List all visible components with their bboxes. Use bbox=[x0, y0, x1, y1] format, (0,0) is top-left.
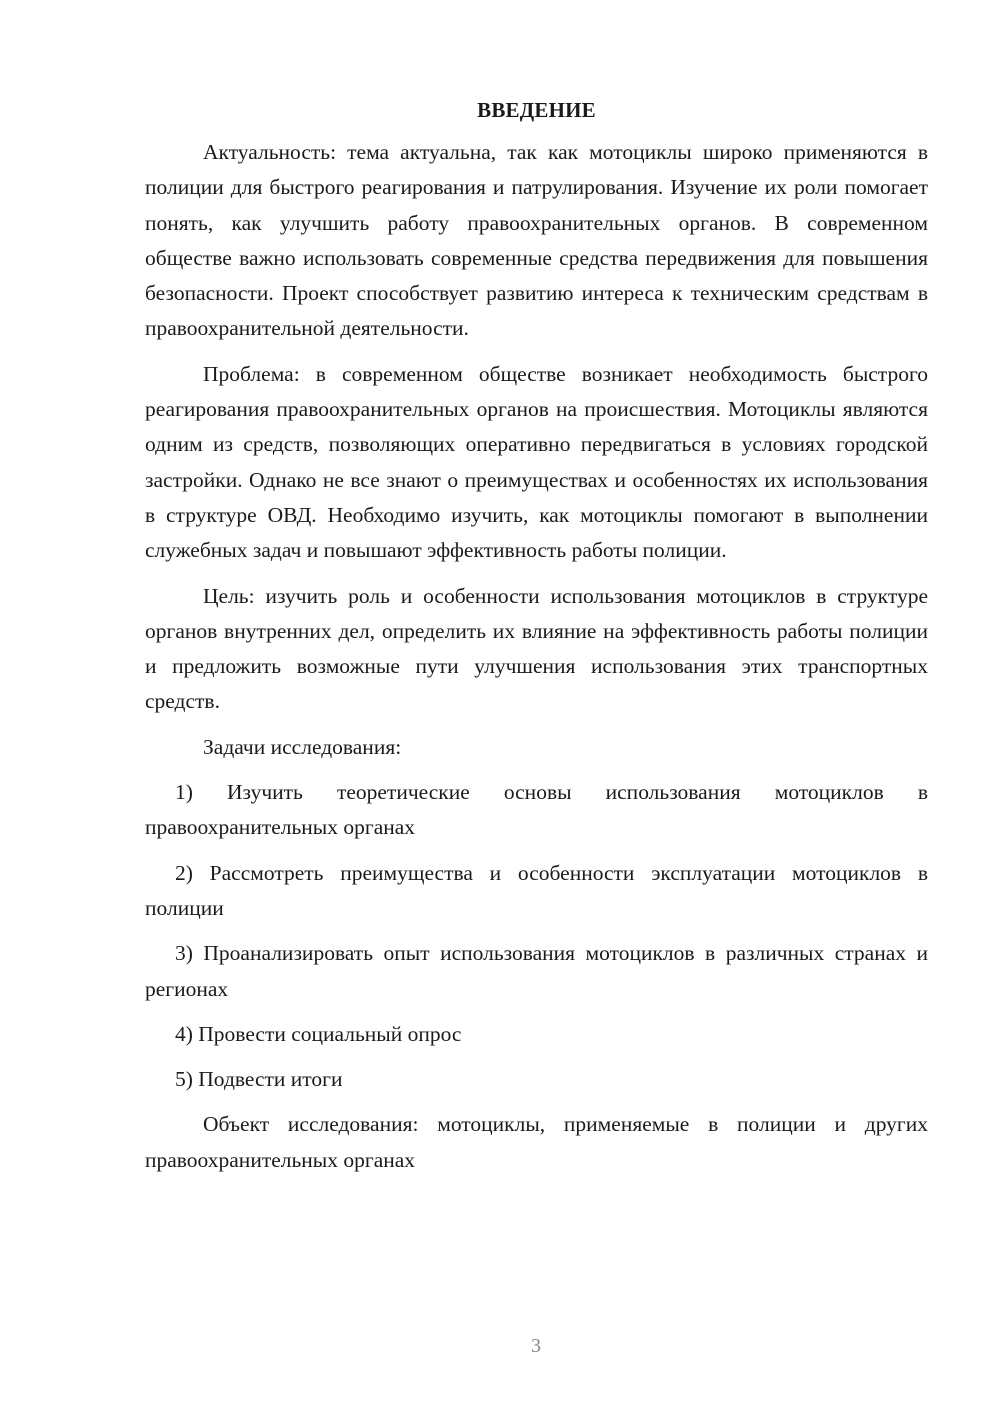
relevance-paragraph: Актуальность: тема актуальна, так как мотоциклы широко применяются в полиции для быстрого реагирования и патрулирования. Изучение их роли помогает понять, как улучшить работу правоохранительных органов. В современном обществе важно использовать современные средства передвижения для повышения безопасности. Проект способствует развитию интереса к техническим средствам в правоохранительной деятельности. bbox=[145, 140, 928, 341]
task-item-5: 5) Подвести итоги bbox=[175, 1067, 343, 1092]
page-number: 3 bbox=[531, 1335, 541, 1357]
task-item-1: 1) Изучить теоретические основы использования мотоциклов в правоохранительных органах bbox=[145, 780, 928, 840]
tasks-list bbox=[145, 775, 928, 1097]
document-page bbox=[145, 96, 928, 1188]
tasks-heading: Задачи исследования: bbox=[203, 734, 402, 759]
task-item-2: 2) Рассмотреть преимущества и особенности эксплуатации мотоциклов в полиции bbox=[145, 860, 928, 920]
problem-paragraph: Проблема: в современном обществе возникает необходимость быстрого реагирования правоохранительных органов на происшествия. Мотоциклы являются одним из средств, позволяющих оперативно передвигаться в условиях городской застройки. Однако не все знают о преимуществах и особенностях их использования в структуре ОВД. Необходимо изучить, как мотоциклы помогают в выполнении служебных задач и повышают эффективность работы полиции. bbox=[145, 361, 928, 563]
task-item-4: 4) Провести социальный опрос bbox=[175, 1021, 462, 1046]
task-item-3: 3) Проанализировать опыт использования мотоциклов в различных странах и регионах bbox=[145, 941, 928, 1001]
goal-paragraph: Цель: изучить роль и особенности использования мотоциклов в структуре органов внутренних дел, определить их влияние на эффективность работы полиции и предложить возможные пути улучшения использования этих транспортных средств. bbox=[145, 583, 928, 714]
object-paragraph: Объект исследования: мотоциклы, применяемые в полиции и других правоохранительных органах bbox=[145, 1112, 928, 1172]
page-title: ВВЕДЕНИЕ bbox=[477, 98, 596, 122]
